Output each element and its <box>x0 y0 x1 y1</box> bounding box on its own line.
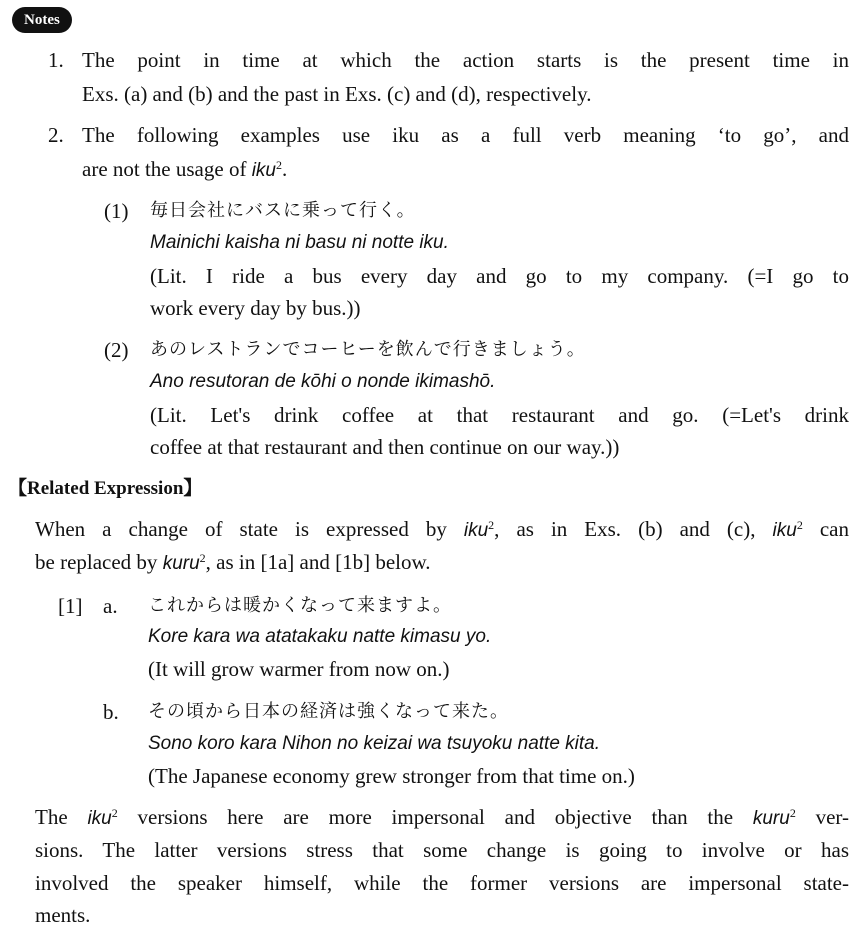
example-1-number: (1) <box>104 199 129 223</box>
example-1-english-2: work every day by bus.)) <box>150 296 361 320</box>
note-2-line-2: are not the usage of iku$^2$. <box>82 157 288 181</box>
related-example-b-mark: b. <box>103 700 119 724</box>
closing-line-1: The iku$^2$ versions here are more impersonal and objective than the kuru$^2$ ver- <box>35 805 849 829</box>
term-iku: iku <box>251 160 276 181</box>
closing-line-4: ments. <box>35 903 91 927</box>
related-example-a-english: (It will grow warmer from now on.) <box>148 657 450 681</box>
note-1-number: 1. <box>48 48 64 72</box>
example-1-romaji: Mainichi kaisha ni basu ni notte iku. <box>150 232 449 253</box>
example-2-english-2: coffee at that restaurant and then continue on our way.)) <box>150 435 620 459</box>
related-intro-line-1: When a change of state is expressed by iku$^2$, as in Exs. (b) and (c), iku$^2$ can <box>35 517 849 541</box>
related-example-a-mark: a. <box>103 594 118 618</box>
note-2-line-1: The following examples use iku as a full verb meaning ‘to go’, and <box>82 123 849 147</box>
related-example-label: [1] <box>58 594 83 618</box>
example-2-number: (2) <box>104 338 129 362</box>
example-2-japanese: あのレストランでコーヒーを飲んで行きましょう。 <box>150 339 586 360</box>
related-example-a-japanese: これからは暖かくなって来ますよ。 <box>148 595 452 616</box>
related-intro-line-2: be replaced by kuru$^2$, as in [1a] and [1b] below. <box>35 550 431 574</box>
related-expression-header: 【Related Expression】 <box>8 478 203 499</box>
example-2-romaji: Ano resutoran de kōhi o nonde ikimashō. <box>150 371 496 392</box>
closing-line-3: involved the speaker himself, while the former versions are impersonal state- <box>35 871 849 895</box>
related-example-b-english: (The Japanese economy grew stronger from that time on.) <box>148 764 635 788</box>
note-1-line-1: The point in time at which the action starts is the present time in <box>82 48 849 72</box>
note-1-line-2: Exs. (a) and (b) and the past in Exs. (c) and (d), respectively. <box>82 82 592 106</box>
closing-line-2: sions. The latter versions stress that some change is going to involve or has <box>35 838 849 862</box>
example-1-japanese: 毎日会社にバスに乗って行く。 <box>150 200 416 221</box>
related-example-b-japanese: その頃から日本の経済は強くなって来た。 <box>148 701 509 722</box>
note-2-number: 2. <box>48 123 64 147</box>
related-example-b-romaji: Sono koro kara Nihon no keizai wa tsuyoku natte kita. <box>148 733 601 754</box>
example-1-english-1: (Lit. I ride a bus every day and go to my company. (=I go to <box>150 264 849 288</box>
related-example-a-romaji: Kore kara wa atatakaku natte kimasu yo. <box>148 626 492 647</box>
notes-badge: Notes <box>12 7 72 33</box>
example-2-english-1: (Lit. Let's drink coffee at that restaurant and go. (=Let's drink <box>150 403 849 427</box>
